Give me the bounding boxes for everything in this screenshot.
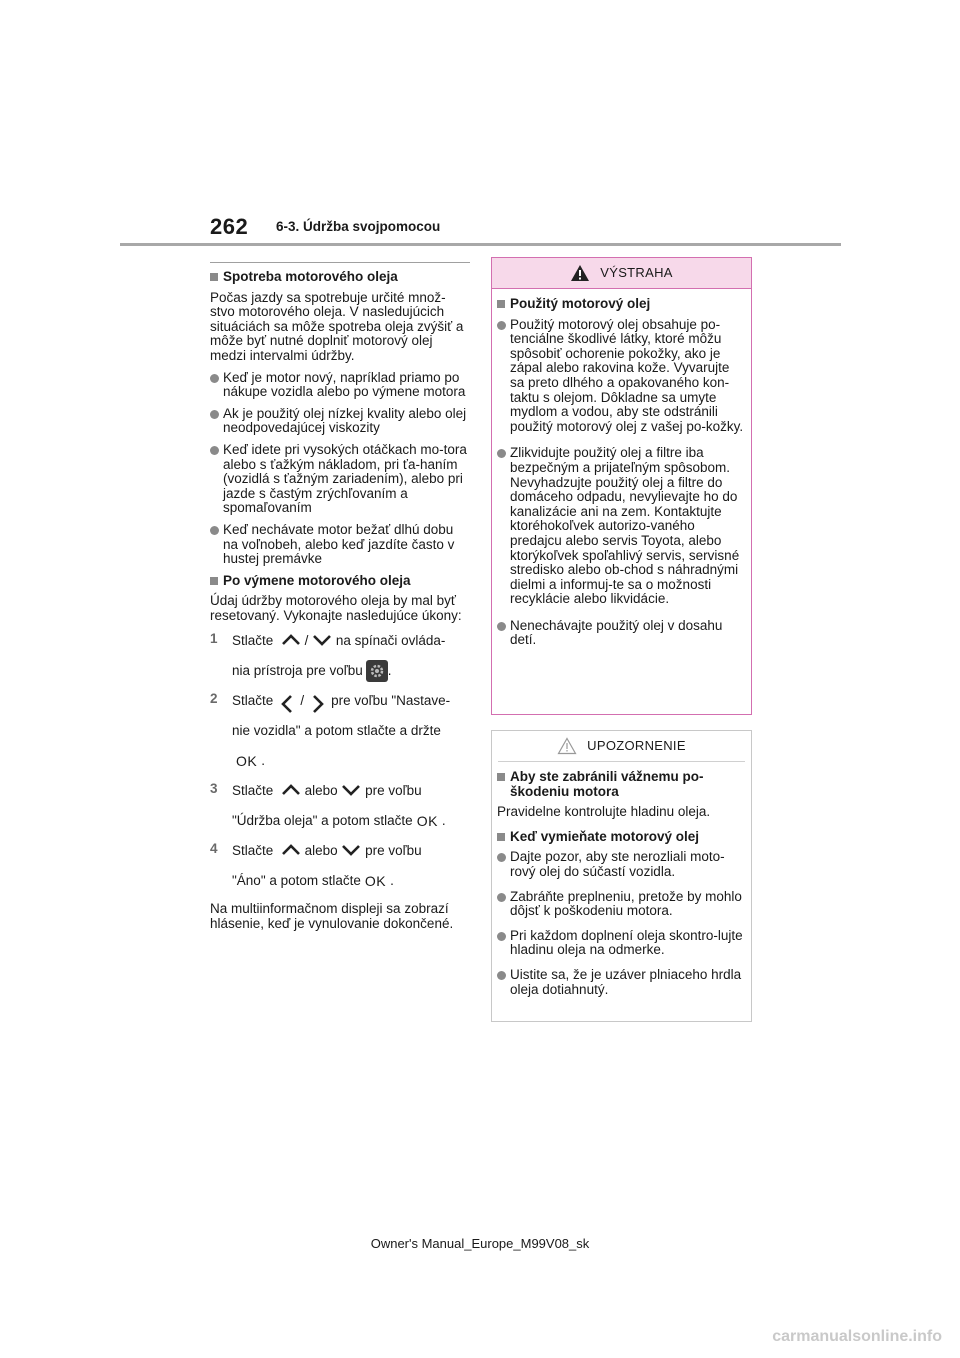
heading-oil-consumption: Spotreba motorového oleja [210,270,470,285]
caution-triangle-icon [557,737,577,755]
step-text: . [390,873,394,889]
step-number: 4 [210,841,218,857]
step-text: pre voľbu [365,783,422,799]
ok-button-symbol: OK [416,813,438,830]
step-number: 1 [210,631,218,647]
gear-settings-icon [366,660,388,682]
list-item: Ak je použitý olej nízkej kvality alebo olej neodpovedajúcej viskozity [210,407,470,436]
page-number: 262 [210,214,249,239]
warning-box [491,257,752,715]
list-item: Zlikvidujte použitý olej a filtre iba bezpečným a prijateľným spôsobom. Nevyhadzujte použitý olej a filtre do domáceho odpadu, nevylievajte ho do kanalizácie ani na zem. Kontaktujte ktoréhokoľvek autorizo-vaného predajcu alebo servis Toyota, alebo ktorýkoľvek spoľahlivý servis, servisné stredisko alebo ob-chod s náhradnými dielmi a informuj-te sa o možnosti recyklácie alebo likvidácie. [497,446,746,607]
step-text: nia prístroja pre voľbu [232,663,363,679]
ok-button-symbol: OK [236,753,258,770]
step-text: "Áno" a potom stlačte [232,873,361,889]
step-separator: alebo [304,783,338,799]
heading-used-oil: Použitý motorový olej [497,297,746,312]
heading-prevent-engine-damage: Aby ste zabránili vážnemu po-škodeniu motora [497,770,746,799]
notice-box [491,730,752,1022]
step-text: . [441,813,446,829]
step-text: na spínači ovláda- [335,633,446,649]
list-item: Pri každom doplnení oleja skontro-lujte hladinu oleja na odmerke. [497,929,746,958]
list-item: Uistite sa, že je uzáver plniaceho hrdla oleja dotiahnutý. [497,968,746,997]
footer-manual-id: Owner's Manual_Europe_M99V08_sk [370,1236,590,1251]
step-text: Stlačte [232,633,274,649]
step-3 [210,782,470,836]
step-separator: alebo [304,843,338,859]
paragraph-oil-consumption: Počas jazdy sa spotrebuje určité množ-stvo motorového oleja. V nasledujúcich situáciách sa môže spotreba oleja zvýšiť a môže byť nutné doplniť motorový olej medzi intervalmi údržby. [210,289,464,363]
step-separator: / [300,693,305,709]
warning-title: VÝSTRAHA [600,264,673,280]
paragraph-check-oil: Pravidelne kontrolujte hladinu oleja. [497,804,711,820]
step-text: pre voľbu [365,843,422,859]
notice-title: UPOZORNENIE [587,737,686,753]
step-text: Stlačte [232,693,274,709]
step-text: Stlačte [232,843,274,859]
list-item: Keď idete pri vysokých otáčkach mo-tora alebo s ťažkým nákladom, pri ťa-haním (vozidlá s ťažným zariadením), alebo pri jazde s častým zrýchľovaním a spomaľovaním [210,443,470,516]
step-2 [210,692,470,776]
step-number: 2 [210,691,218,707]
list-item: Dajte pozor, aby ste nerozliali moto-rový olej do súčastí vozidla. [497,850,746,879]
step-number: 3 [210,781,218,797]
step-text: pre voľbu "Nastave- [331,693,451,709]
section-title: 6-3. Údržba svojpomocou [276,219,441,234]
step-text: Stlačte [232,783,274,799]
left-column [210,262,470,939]
down-arrow-icon [312,634,332,646]
list-item: Nenechávajte použitý olej v dosahu detí. [497,619,746,648]
up-arrow-icon [281,784,301,796]
step-4 [210,842,470,896]
header-divider [120,243,841,246]
up-arrow-icon [281,634,301,646]
paragraph-reset-complete: Na multiinformačnom displeji sa zobrazí hlásenie, keď je vynulovanie dokončené. [210,901,454,932]
up-arrow-icon [281,844,301,856]
step-1 [210,632,470,686]
heading-after-oil-change: Po výmene motorového oleja [210,574,470,589]
step-separator: / [304,633,309,649]
warning-box-header [492,258,751,289]
column-top-rule [210,262,470,263]
left-arrow-icon [281,694,293,714]
watermark: carmanualsonline.info [772,1328,942,1345]
step-text: . [261,753,265,769]
paragraph-reset-intro: Údaj údržby motorového oleja by mal byť resetovaný. Vykonajte nasledujúce úkony: [210,593,462,623]
step-text: . [387,663,392,679]
step-text: nie vozidla" a potom stlačte a držte [232,723,441,739]
notice-box-header [498,731,745,762]
list-item: Zabráňte preplneniu, pretože by mohlo dôjsť k poškodeniu motora. [497,890,746,919]
ok-button-symbol: OK [364,873,387,890]
warning-triangle-icon [570,264,590,282]
list-item: Použitý motorový olej obsahuje po-tenciálne škodlivé látky, ktoré môžu spôsobiť ochorenie pokožky, ako je zápal alebo rakovina kože. Vyvarujte sa preto dlhého a opakovaného kon-taktu s olejom. Dôkladne sa umyte mydlom a vodou, aby ste odstránili použitý motorový olej z vašej po-kožky. [497,318,746,435]
list-item: Keď nechávate motor bežať dlhú dobu na voľnobeh, alebo keď jazdíte často v hustej premávke [210,523,470,567]
right-arrow-icon [312,694,324,714]
list-item: Keď je motor nový, napríklad priamo po nákupe vozidla alebo po výmene motora [210,371,470,400]
step-text: "Údržba oleja" a potom stlačte [232,813,413,829]
heading-changing-oil: Keď vymieňate motorový olej [497,830,746,845]
down-arrow-icon [341,844,361,856]
down-arrow-icon [341,784,361,796]
